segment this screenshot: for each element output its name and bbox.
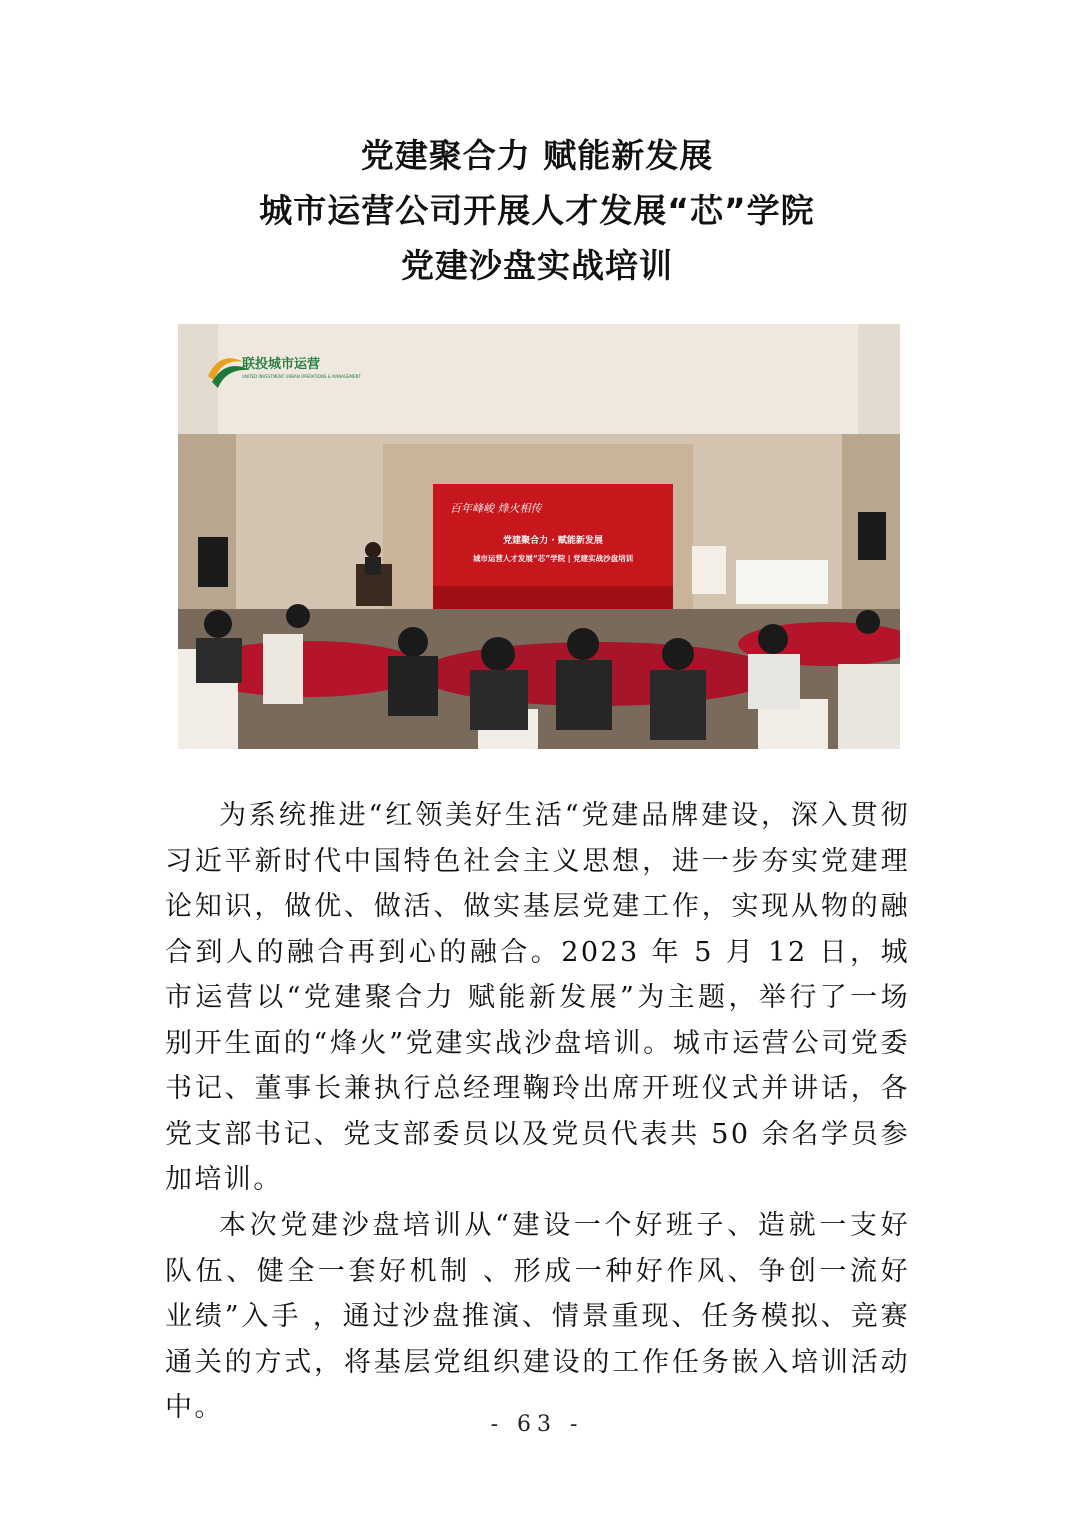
- article-title: [0, 128, 1074, 293]
- logo-text: 联投城市运营: [242, 357, 321, 372]
- body-paragraph-2: 本次党建沙盘培训从“建设一个好班子、造就一支好队伍、健全一套好机制 、形成一种好作风、争创一流好业绩”入手 ，通过沙盘推演、情景重现、任务模拟、竞赛通关的方式，将基层党组织建设的工作任务嵌入培训活动中。: [165, 1210, 910, 1423]
- title-line-2: 城市运营公司开展人才发展“芯”学院: [259, 191, 815, 230]
- body-paragraph-1: 为系统推进“红领美好生活“党建品牌建设，深入贯彻习近平新时代中国特色社会主义思想，进一步夯实党建理论知识，做优、做活、做实基层党建工作，实现从物的融合到人的融合再到心的融合。2023 年 5 月 12 日，城市运营以“党建聚合力 赋能新发展”为主题，举行了一场别开生面的“烽火”党建实战沙盘培训。城市运营公司党委书记、董事长兼执行总经理鞠玲出席开班仪式并讲话，各党支部书记、党支部委员以及党员代表共 50 余名学员参加培训。: [165, 800, 910, 1195]
- title-line-1: 党建聚合力 赋能新发展: [360, 136, 714, 175]
- screen-line-2: 城市运营人才发展“芯”学院 | 党建实战沙盘培训: [472, 554, 634, 563]
- title-line-3: 党建沙盘实战培训: [401, 246, 673, 285]
- logo-subtext: UNITED INVESTMENT URBAN OPERATIONS & MANAGEMENT: [242, 374, 361, 379]
- screen-line-1: 党建聚合力 · 赋能新发展: [503, 536, 603, 546]
- event-photo: [178, 324, 900, 749]
- screen-slogan: 百年峰峻 烽火相传: [450, 502, 542, 515]
- page-number: - 63 -: [490, 1412, 584, 1437]
